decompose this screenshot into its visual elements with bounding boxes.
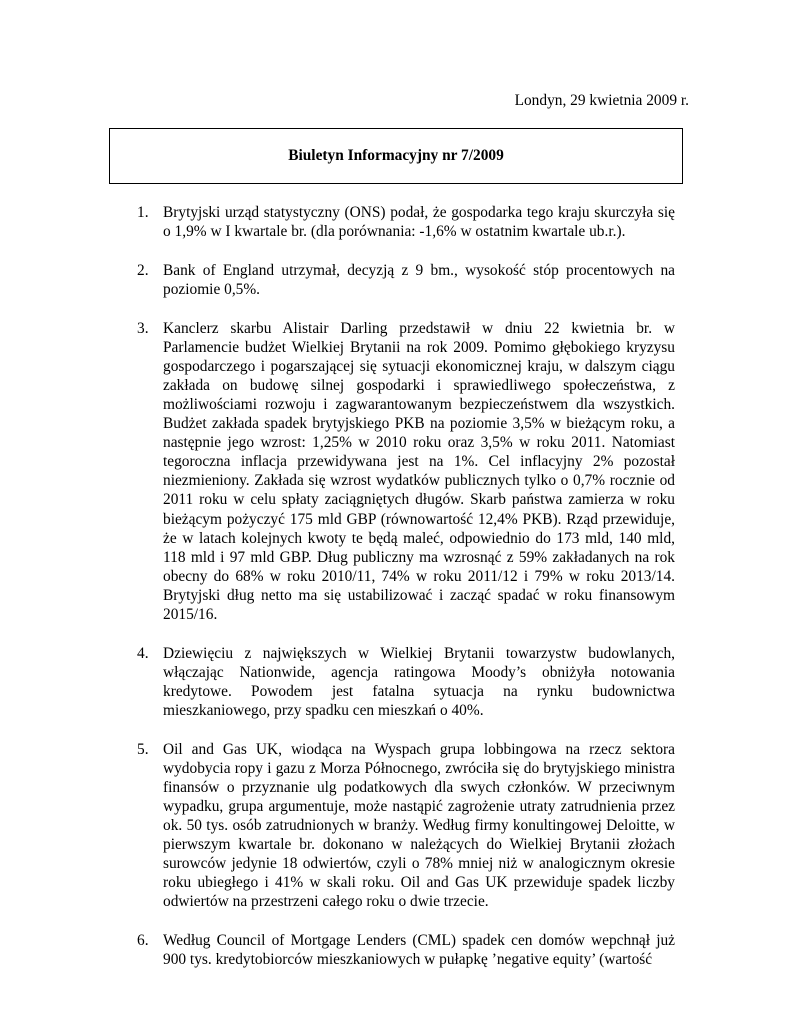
- item-number: 4.: [137, 644, 149, 662]
- item-text: Brytyjski urząd statystyczny (ONS) podał, że gospodarka tego kraju skurczyła się o 1,9% w I kwartale br. (dla porównania: -1,6% w ostatnim kwartale ub.r.).: [163, 204, 675, 241]
- bulletin-list: [0, 203, 791, 989]
- document-date: Londyn, 29 kwietnia 2009 r.: [514, 92, 689, 109]
- item-text: Kanclerz skarbu Alistair Darling przedstawił w dniu 22 kwietnia br. w Parlamencie budżet Wielkiej Brytanii na rok 2009. Pomimo głębokiego kryzysu gospodarczego i pogarszającej się sytuacji ekonomicznej kraju, w dalszym ciągu zakłada on budowę silnej gospodarki i sprawiedliwego społeczeństwa, z możliwościami rozwoju i zagwarantowanym bezpieczeństwem dla wszystkich. Budżet zakłada spadek brytyjskiego PKB na poziomie 3,5% w bieżącym roku, a następnie jego wzrost: 1,25% w 2010 roku oraz 3,5% w roku 2011. Natomiast tegoroczna inflacja przewidywana jest na 1%. Cel inflacyjny 2% pozostał niezmieniony. Zakłada się wzrost wydatków publicznych tylko o 0,7% rocznie od 2011 roku w celu spłaty zaciągniętych długów. Skarb państwa zamierza w roku bieżącym pożyczyć 175 mld GBP (równowartość 12,4% PKB). Rząd przewiduje, że w latach kolejnych kwoty te będą maleć, odpowiednio do 173 mld, 140 mld, 118 mld i 97 mld GBP. Dług publiczny ma wzrosnąć z 59% zakładanych na rok obecny do 68% w roku 2010/11, 74% w roku 2011/12 i 79% w roku 2013/14. Brytyjski dług netto ma się ustabilizować i zacząć spadać w roku finansowym 2015/16.: [163, 319, 675, 623]
- item-text: Dziewięciu z największych w Wielkiej Brytanii towarzystw budowlanych, włączając Nationwide, agencja ratingowa Moody’s obniżyła notowania kredytowe. Powodem jest fatalna sytuacja na rynku budownictwa mieszkaniowego, przy spadku cen mieszkań o 40%.: [163, 644, 675, 719]
- item-number: 2.: [137, 261, 149, 279]
- list-item: [137, 740, 675, 912]
- list-item: [137, 644, 675, 720]
- title-box: [109, 128, 683, 184]
- item-number: 3.: [137, 319, 149, 337]
- list-item: [137, 931, 675, 969]
- list-item: [137, 319, 675, 625]
- item-number: 5.: [137, 740, 149, 758]
- item-text: Oil and Gas UK, wiodąca na Wyspach grupa lobbingowa na rzecz sektora wydobycia ropy i gazu z Morza Północnego, zwróciła się do brytyjskiego ministra finansów o przyznanie ulg podatkowych dla swych członków. W przeciwnym wypadku, grupa argumentuje, może nastąpić zagrożenie utraty zatrudnienia przez ok. 50 tys. osób zatrudnionych w branży. Według firmy konultingowej Deloitte, w pierwszym kwartale br. dokonano w należących do Wielkiej Brytanii złożach surowców jedynie 18 odwiertów, czyli o 78% mniej niż w analogicznym okresie roku ubiegłego i 41% w skali roku. Oil and Gas UK przewiduje spadek liczby odwiertów na przestrzeni całego roku o dwie trzecie.: [163, 740, 675, 911]
- list-item: [137, 203, 675, 241]
- item-number: 6.: [137, 932, 149, 950]
- item-text: Bank of England utrzymał, decyzją z 9 bm., wysokość stóp procentowych na poziomie 0,5%.: [163, 261, 675, 298]
- item-text: Według Council of Mortgage Lenders (CML) spadek cen domów wepchnął już 900 tys. kredytobiorców mieszkaniowych w pułapkę ’negative equity’ (wartość: [163, 932, 675, 969]
- list-item: [137, 261, 675, 299]
- document-title: Biuletyn Informacyjny nr 7/2009: [288, 147, 504, 164]
- item-number: 1.: [137, 204, 149, 221]
